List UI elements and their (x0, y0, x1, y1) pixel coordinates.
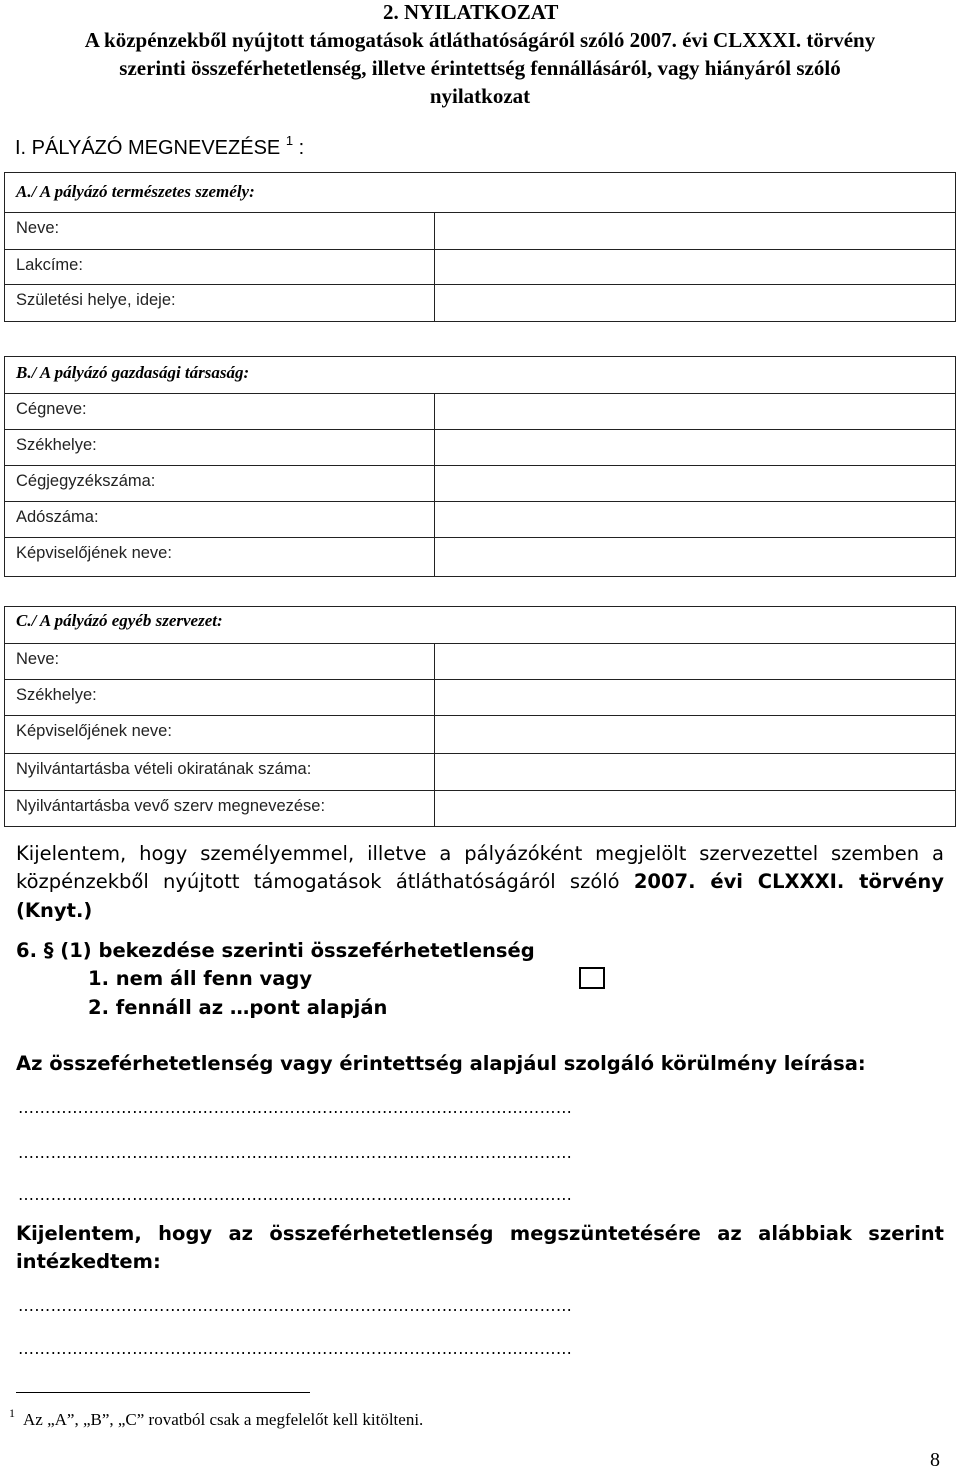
form-a-row[interactable] (5, 212, 955, 249)
form-business-company (4, 356, 956, 577)
dotted-line[interactable]: ………………………………………………………………………………………… (18, 1098, 573, 1117)
footnote-text: Az „A”, „B”, „C” rovatból csak a megfelelőt kell kitölteni. (23, 1410, 424, 1429)
form-a-title: A./ A pályázó természetes személy: (16, 182, 255, 201)
declaration-line4: 6. § (1) bekezdése szerinti összeférhetetlenség (16, 939, 535, 962)
field-label: Születési helye, ideje: (16, 291, 176, 309)
field-label: Székhelye: (16, 686, 97, 704)
section-title-suffix: : (293, 137, 305, 159)
form-b-row[interactable] (5, 501, 955, 537)
declaration-line2-text: közpénzekből nyújtott támogatások átláthatóságáról szóló (16, 870, 634, 893)
document-title-line2: szerinti összeférhetetlenség, illetve érintettség fennállásáról, vagy hiányáról szóló (119, 56, 841, 80)
field-label: Adószáma: (16, 508, 99, 526)
form-b-row[interactable] (5, 537, 955, 577)
declaration-line2 (16, 868, 944, 896)
form-b-row[interactable] (5, 393, 955, 429)
dotted-line[interactable]: ………………………………………………………………………………………… (18, 1185, 573, 1204)
measures-line1: Kijelentem, hogy az összeférhetetlenség megszüntetésére az alábbiak szerint (16, 1222, 944, 1245)
form-c-title: C./ A pályázó egyéb szervezet: (16, 611, 223, 630)
declaration-line3: (Knyt.) (16, 899, 93, 922)
form-b-title: B./ A pályázó gazdasági társaság: (16, 363, 250, 382)
declaration-line1: Kijelentem, hogy személyemmel, illetve a pályázóként megjelölt szervezettel szemben a (16, 842, 944, 865)
form-c-row[interactable] (5, 790, 955, 827)
field-label: Lakcíme: (16, 256, 83, 274)
field-label: Nyilvántartásba vételi okiratának száma: (16, 760, 312, 778)
field-label: Képviselőjének neve: (16, 544, 172, 562)
dotted-line[interactable]: ………………………………………………………………………………………… (18, 1296, 573, 1315)
dotted-line[interactable]: ………………………………………………………………………………………… (18, 1339, 573, 1358)
option-not-applicable: 1. nem áll fenn vagy (88, 967, 313, 990)
field-label: Neve: (16, 219, 60, 237)
footnote-number: 1 (9, 1406, 15, 1420)
form-c-row[interactable] (5, 679, 955, 715)
form-c-row[interactable] (5, 643, 955, 679)
field-label: Képviselőjének neve: (16, 722, 172, 740)
option-applicable: 2. fennáll az …pont alapján (88, 996, 388, 1019)
form-b-row[interactable] (5, 429, 955, 465)
form-a-row[interactable] (5, 249, 955, 284)
field-label: Cégneve: (16, 400, 87, 418)
form-c-row[interactable] (5, 715, 955, 753)
field-label: Cégjegyzékszáma: (16, 472, 156, 490)
measures-line2: intézkedtem: (16, 1250, 161, 1273)
section-title (15, 133, 304, 160)
law-reference: 2007. évi CLXXXI. törvény (633, 870, 944, 893)
document-title-line1: A közpénzekből nyújtott támogatások átláthatóságáról szóló 2007. évi CLXXXI. törvény (84, 28, 876, 52)
dotted-line[interactable]: ………………………………………………………………………………………… (18, 1143, 573, 1162)
description-heading: Az összeférhetetlenség vagy érintettség alapjául szolgáló körülmény leírása: (16, 1052, 866, 1075)
page-number: 8 (930, 1449, 940, 1471)
form-c-row[interactable] (5, 753, 955, 790)
form-natural-person (4, 172, 956, 322)
footnote (9, 1406, 423, 1430)
form-a-row[interactable] (5, 284, 955, 322)
footnote-separator (16, 1392, 310, 1393)
section-title-text: I. PÁLYÁZÓ MEGNEVEZÉSE (15, 137, 281, 159)
form-b-row[interactable] (5, 465, 955, 501)
footnote-ref: 1 (285, 133, 294, 148)
field-label: Neve: (16, 650, 60, 668)
checkbox[interactable] (579, 967, 605, 989)
field-label: Nyilvántartásba vevő szerv megnevezése: (16, 797, 326, 815)
document-number: 2. NYILATKOZAT (383, 0, 559, 24)
field-label: Székhelye: (16, 436, 97, 454)
document-title-line3: nyilatkozat (429, 84, 531, 108)
form-other-organization (4, 606, 956, 827)
